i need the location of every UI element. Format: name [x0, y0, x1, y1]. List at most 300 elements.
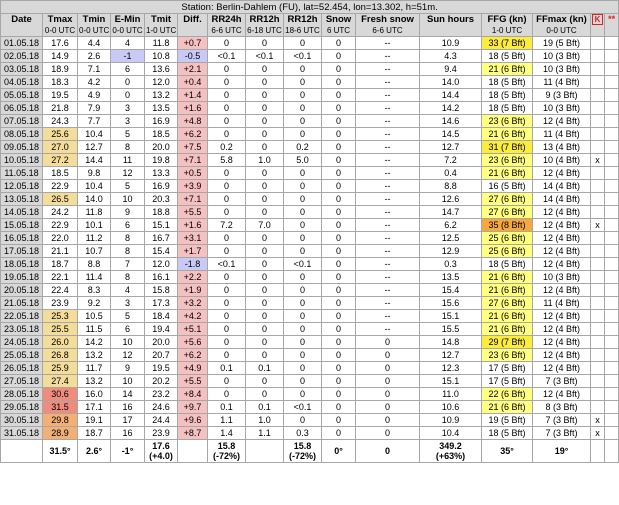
- cell-rr12day: 0: [246, 388, 284, 401]
- cell-tmin: 10.4: [78, 180, 111, 193]
- cell-tmax: 26.0: [43, 336, 78, 349]
- cell-tmit: 12.0: [145, 76, 178, 89]
- cell-date: 16.05.18: [1, 232, 43, 245]
- cell-tmax: 18.5: [43, 167, 78, 180]
- cell-emin: 8: [111, 245, 145, 258]
- cell-tmit: 12.0: [145, 258, 178, 271]
- cell-fresh-snow: --: [356, 141, 420, 154]
- cell-snow: 0: [322, 362, 356, 375]
- cell-snow: 0: [322, 414, 356, 427]
- cell-tmin: 4.2: [78, 76, 111, 89]
- cell-emin: 12: [111, 349, 145, 362]
- column-header: [78, 14, 111, 37]
- cell-date: 08.05.18: [1, 128, 43, 141]
- cell-rr12night: 0: [284, 245, 322, 258]
- cell-snow: 0: [322, 167, 356, 180]
- summary-rr12day: [246, 440, 284, 463]
- cell-fresh-snow: --: [356, 219, 420, 232]
- column-header: [208, 14, 246, 37]
- cell-emin: 5: [111, 180, 145, 193]
- cell-tmit: 20.3: [145, 193, 178, 206]
- cell-rr12night: 0: [284, 297, 322, 310]
- cell-sun-hours: 12.5: [420, 232, 482, 245]
- cell-ffmax: 12 (4 Bft): [533, 323, 591, 336]
- cell-tmax: 27.4: [43, 375, 78, 388]
- cell-tmin: 9.8: [78, 167, 111, 180]
- cell-sun-hours: 14.2: [420, 102, 482, 115]
- cell-date: 12.05.18: [1, 180, 43, 193]
- cell-fresh-snow: --: [356, 297, 420, 310]
- cell-ffmax: 12 (4 Bft): [533, 336, 591, 349]
- table-row: [1, 310, 619, 323]
- cell-flag2: [605, 50, 619, 63]
- cell-sun-hours: 15.1: [420, 310, 482, 323]
- cell-tmin: 7.1: [78, 63, 111, 76]
- cell-snow: 0: [322, 193, 356, 206]
- cell-ffmax: 10 (3 Bft): [533, 50, 591, 63]
- cell-sun-hours: 10.9: [420, 37, 482, 50]
- column-header: [43, 14, 78, 37]
- cell-flag2: [605, 336, 619, 349]
- cell-flag2: [605, 232, 619, 245]
- cell-ffmax: 12 (4 Bft): [533, 219, 591, 232]
- column-header-label: Tmax: [47, 14, 73, 25]
- cell-flag1: [591, 115, 605, 128]
- cell-tmit: 13.2: [145, 89, 178, 102]
- table-row: [1, 297, 619, 310]
- cell-tmit: 18.8: [145, 206, 178, 219]
- cell-sun-hours: 14.7: [420, 206, 482, 219]
- cell-flag2: [605, 180, 619, 193]
- cell-ffmax: 14 (4 Bft): [533, 180, 591, 193]
- cell-flag2: [605, 89, 619, 102]
- table-row: [1, 50, 619, 63]
- cell-rr12night: 0: [284, 89, 322, 102]
- cell-snow: 0: [322, 154, 356, 167]
- cell-snow: 0: [322, 115, 356, 128]
- cell-ffmax: 11 (4 Bft): [533, 76, 591, 89]
- column-header-sub: 1-0 UTC: [491, 26, 523, 35]
- cell-fresh-snow: --: [356, 232, 420, 245]
- cell-snow: 0: [322, 206, 356, 219]
- summary-tmin: 2.6°: [78, 440, 111, 463]
- cell-tmin: 8.3: [78, 284, 111, 297]
- summary-date: [1, 440, 43, 463]
- cell-rr12day: 0: [246, 284, 284, 297]
- cell-tmin: 10.4: [78, 128, 111, 141]
- cell-ffmax: 7 (3 Bft): [533, 375, 591, 388]
- cell-diff: +7.5: [178, 141, 208, 154]
- cell-diff: +7.1: [178, 193, 208, 206]
- summary-tmit: 17.6 (+4.0): [145, 440, 178, 463]
- column-header-sub: 0-0 UTC: [546, 26, 577, 35]
- cell-diff: +3.2: [178, 297, 208, 310]
- cell-flag1: [591, 388, 605, 401]
- cell-flag1: [591, 375, 605, 388]
- cell-rr24: 0: [208, 193, 246, 206]
- column-header-sub: 1-0 UTC: [146, 26, 177, 35]
- column-header: [322, 14, 356, 37]
- table-row: [1, 219, 619, 232]
- cell-rr12night: 0: [284, 375, 322, 388]
- cell-rr12day: 1.1: [246, 427, 284, 440]
- cell-tmit: 23.2: [145, 388, 178, 401]
- cell-tmax: 21.1: [43, 245, 78, 258]
- cell-tmit: 15.4: [145, 245, 178, 258]
- column-header-label: E-Min: [114, 14, 141, 25]
- cell-sun-hours: 14.8: [420, 336, 482, 349]
- table-row: [1, 63, 619, 76]
- cell-rr12night: 0: [284, 115, 322, 128]
- cell-ffg: 21 (6 Bft): [482, 167, 533, 180]
- summary-ffmax: 19°: [533, 440, 591, 463]
- cell-tmin: 8.8: [78, 258, 111, 271]
- cell-ffg: 33 (7 Bft): [482, 37, 533, 50]
- cell-snow: 0: [322, 401, 356, 414]
- cell-rr12night: 0: [284, 193, 322, 206]
- cell-rr24: 1.4: [208, 427, 246, 440]
- cell-rr12night: 0: [284, 323, 322, 336]
- cell-rr24: 0.1: [208, 362, 246, 375]
- cell-rr12night: 0: [284, 349, 322, 362]
- cell-rr12day: 0.1: [246, 362, 284, 375]
- table-row: [1, 258, 619, 271]
- cell-sun-hours: 4.3: [420, 50, 482, 63]
- cell-rr12night: 5.0: [284, 154, 322, 167]
- column-header-sub: 0-0 UTC: [44, 26, 76, 35]
- cell-fresh-snow: 0: [356, 388, 420, 401]
- column-header-label: Fresh snow: [361, 14, 414, 25]
- cell-ffg: 21 (6 Bft): [482, 271, 533, 284]
- cell-fresh-snow: --: [356, 167, 420, 180]
- cell-flag2: [605, 141, 619, 154]
- cell-flag2: [605, 375, 619, 388]
- table-row: [1, 375, 619, 388]
- cell-rr12day: 0: [246, 336, 284, 349]
- column-header-sub: 0-0 UTC: [79, 26, 110, 35]
- cell-emin: 9: [111, 206, 145, 219]
- cell-rr12night: 0: [284, 362, 322, 375]
- cell-rr24: 0.1: [208, 401, 246, 414]
- summary-diff: [178, 440, 208, 463]
- cell-tmax: 25.3: [43, 310, 78, 323]
- cell-emin: 16: [111, 401, 145, 414]
- cell-tmax: 30.6: [43, 388, 78, 401]
- cell-tmit: 24.6: [145, 401, 178, 414]
- cell-ffg: 18 (5 Bft): [482, 258, 533, 271]
- cell-date: 14.05.18: [1, 206, 43, 219]
- cell-sun-hours: 14.5: [420, 128, 482, 141]
- cell-rr24: 0: [208, 245, 246, 258]
- cell-sun-hours: 14.6: [420, 115, 482, 128]
- cell-flag2: [605, 310, 619, 323]
- cell-tmax: 28.9: [43, 427, 78, 440]
- cell-emin: 17: [111, 414, 145, 427]
- table-row: [1, 349, 619, 362]
- cell-emin: 12: [111, 167, 145, 180]
- cell-ffmax: 14 (4 Bft): [533, 193, 591, 206]
- cell-tmit: 20.0: [145, 336, 178, 349]
- cell-rr24: 0: [208, 89, 246, 102]
- cell-rr24: 0: [208, 76, 246, 89]
- cell-rr12day: 0: [246, 310, 284, 323]
- cell-date: 27.05.18: [1, 375, 43, 388]
- cell-diff: +4.2: [178, 310, 208, 323]
- cell-diff: +3.9: [178, 180, 208, 193]
- summary-rr12night: 15.8 (-72%): [284, 440, 322, 463]
- cell-snow: 0: [322, 63, 356, 76]
- cell-flag1: [591, 180, 605, 193]
- cell-ffg: 21 (6 Bft): [482, 128, 533, 141]
- cell-emin: 16: [111, 427, 145, 440]
- cell-snow: 0: [322, 50, 356, 63]
- table-row: [1, 193, 619, 206]
- cell-snow: 0: [322, 37, 356, 50]
- cell-emin: 3: [111, 297, 145, 310]
- cell-rr12night: <0.1: [284, 401, 322, 414]
- cell-rr24: 0: [208, 128, 246, 141]
- cell-flag1: [591, 37, 605, 50]
- cell-diff: +5.6: [178, 336, 208, 349]
- table-row: [1, 206, 619, 219]
- cell-rr12day: 7.0: [246, 219, 284, 232]
- cell-tmin: 13.2: [78, 349, 111, 362]
- cell-ffmax: 19 (5 Bft): [533, 37, 591, 50]
- cell-flag2: [605, 414, 619, 427]
- cell-tmax: 14.9: [43, 50, 78, 63]
- cell-rr12night: 0: [284, 414, 322, 427]
- column-header-label: RR24h: [211, 14, 242, 25]
- cell-rr12night: 0: [284, 284, 322, 297]
- cell-flag1: x: [591, 414, 605, 427]
- cell-emin: 10: [111, 375, 145, 388]
- cell-flag2: [605, 115, 619, 128]
- column-header-sub: 6-6 UTC: [372, 26, 403, 35]
- cell-flag1: [591, 401, 605, 414]
- cell-flag1: [591, 362, 605, 375]
- cell-tmax: 18.7: [43, 258, 78, 271]
- cell-tmax: 31.5: [43, 401, 78, 414]
- cell-ffg: 27 (6 Bft): [482, 297, 533, 310]
- cell-diff: +4.9: [178, 362, 208, 375]
- cell-flag1: [591, 297, 605, 310]
- cell-diff: +7.1: [178, 154, 208, 167]
- cell-emin: 6: [111, 323, 145, 336]
- cell-rr24: 0: [208, 167, 246, 180]
- cell-flag2: [605, 37, 619, 50]
- cell-emin: 3: [111, 102, 145, 115]
- column-header-label: Tmin: [82, 14, 106, 25]
- column-header: [1, 14, 43, 37]
- cell-ffmax: 10 (3 Bft): [533, 271, 591, 284]
- cell-sun-hours: 12.6: [420, 193, 482, 206]
- cell-rr12night: 0: [284, 180, 322, 193]
- cell-emin: 3: [111, 115, 145, 128]
- cell-ffg: 23 (6 Bft): [482, 154, 533, 167]
- cell-fresh-snow: --: [356, 180, 420, 193]
- cell-snow: 0: [322, 76, 356, 89]
- cell-ffg: 27 (6 Bft): [482, 193, 533, 206]
- cell-tmit: 15.8: [145, 284, 178, 297]
- cell-ffg: 35 (8 Bft): [482, 219, 533, 232]
- cell-tmin: 4.4: [78, 37, 111, 50]
- table-row: [1, 401, 619, 414]
- table-row: [1, 128, 619, 141]
- cell-rr12night: 0: [284, 63, 322, 76]
- cell-emin: 9: [111, 362, 145, 375]
- table-row: [1, 323, 619, 336]
- column-header-label: Snow: [325, 14, 352, 25]
- cell-tmin: 19.1: [78, 414, 111, 427]
- cell-flag2: [605, 193, 619, 206]
- cell-flag1: [591, 271, 605, 284]
- cell-rr12night: 0: [284, 310, 322, 323]
- cell-flag2: [605, 245, 619, 258]
- summary-rr24: 15.8 (-72%): [208, 440, 246, 463]
- cell-tmit: 20.0: [145, 141, 178, 154]
- star-icon: **: [608, 14, 616, 24]
- summary-emin: -1°: [111, 440, 145, 463]
- cell-diff: +4.8: [178, 115, 208, 128]
- cell-flag1: [591, 284, 605, 297]
- cell-rr12day: 0.1: [246, 401, 284, 414]
- table-row: [1, 388, 619, 401]
- table-row: [1, 37, 619, 50]
- cell-flag1: [591, 141, 605, 154]
- table-row: [1, 180, 619, 193]
- cell-fresh-snow: --: [356, 115, 420, 128]
- cell-date: 24.05.18: [1, 336, 43, 349]
- table-row: [1, 167, 619, 180]
- table-row: [1, 89, 619, 102]
- cell-ffg: 19 (5 Bft): [482, 414, 533, 427]
- cell-sun-hours: 12.9: [420, 245, 482, 258]
- cell-date: 05.05.18: [1, 89, 43, 102]
- cell-flag1: [591, 349, 605, 362]
- cell-rr12day: 0: [246, 102, 284, 115]
- cell-sun-hours: 10.9: [420, 414, 482, 427]
- cell-fresh-snow: --: [356, 206, 420, 219]
- cell-tmax: 25.9: [43, 362, 78, 375]
- cell-ffg: 21 (6 Bft): [482, 310, 533, 323]
- cell-rr12night: 0: [284, 37, 322, 50]
- cell-fresh-snow: --: [356, 284, 420, 297]
- cell-flag2: [605, 258, 619, 271]
- cell-ffg: 18 (5 Bft): [482, 102, 533, 115]
- cell-flag1: [591, 76, 605, 89]
- cell-flag1: [591, 258, 605, 271]
- cell-tmit: 23.9: [145, 427, 178, 440]
- cell-rr12night: 0: [284, 388, 322, 401]
- cell-date: 09.05.18: [1, 141, 43, 154]
- cell-rr24: <0.1: [208, 258, 246, 271]
- column-header: [533, 14, 591, 37]
- table-row: [1, 141, 619, 154]
- table-row: [1, 154, 619, 167]
- cell-diff: +2.1: [178, 63, 208, 76]
- cell-sun-hours: 14.0: [420, 76, 482, 89]
- cell-flag1: [591, 193, 605, 206]
- cell-ffg: 17 (5 Bft): [482, 375, 533, 388]
- cell-date: 22.05.18: [1, 310, 43, 323]
- cell-date: 31.05.18: [1, 427, 43, 440]
- cell-emin: 8: [111, 232, 145, 245]
- cell-sun-hours: 15.4: [420, 284, 482, 297]
- cell-sun-hours: 15.6: [420, 297, 482, 310]
- column-header-sub: 0-0 UTC: [112, 26, 143, 35]
- cell-rr24: 0: [208, 271, 246, 284]
- cell-ffmax: 12 (4 Bft): [533, 310, 591, 323]
- cell-ffmax: 12 (4 Bft): [533, 115, 591, 128]
- cell-ffmax: 12 (4 Bft): [533, 206, 591, 219]
- cell-flag1: [591, 245, 605, 258]
- cell-rr12day: 0: [246, 76, 284, 89]
- cell-flag1: [591, 323, 605, 336]
- cell-tmit: 18.4: [145, 310, 178, 323]
- cell-ffmax: 12 (4 Bft): [533, 388, 591, 401]
- cell-flag1: [591, 167, 605, 180]
- cell-ffg: 23 (6 Bft): [482, 115, 533, 128]
- cell-diff: +1.9: [178, 284, 208, 297]
- cell-ffmax: 12 (4 Bft): [533, 167, 591, 180]
- cell-rr12day: 0: [246, 206, 284, 219]
- cell-date: 29.05.18: [1, 401, 43, 414]
- column-header-label: RR12h: [249, 14, 280, 25]
- cell-diff: +6.2: [178, 349, 208, 362]
- cell-ffmax: 7 (3 Bft): [533, 427, 591, 440]
- summary-snow: 0°: [322, 440, 356, 463]
- cell-ffmax: 10 (3 Bft): [533, 63, 591, 76]
- column-header-label: RR12h: [287, 14, 318, 25]
- cell-date: 26.05.18: [1, 362, 43, 375]
- cell-ffg: 17 (5 Bft): [482, 362, 533, 375]
- cell-date: 01.05.18: [1, 37, 43, 50]
- cell-flag1: [591, 232, 605, 245]
- cell-ffmax: 10 (4 Bft): [533, 154, 591, 167]
- cell-rr12day: 0: [246, 271, 284, 284]
- cell-date: 30.05.18: [1, 414, 43, 427]
- cell-tmin: 10.1: [78, 219, 111, 232]
- cell-date: 10.05.18: [1, 154, 43, 167]
- cell-flag2: [605, 362, 619, 375]
- cell-tmit: 13.5: [145, 102, 178, 115]
- cell-tmin: 11.8: [78, 206, 111, 219]
- cell-tmax: 21.8: [43, 102, 78, 115]
- cell-tmit: 13.6: [145, 63, 178, 76]
- cell-rr12day: 0: [246, 258, 284, 271]
- cell-ffmax: 12 (4 Bft): [533, 284, 591, 297]
- cell-date: 07.05.18: [1, 115, 43, 128]
- cell-date: 02.05.18: [1, 50, 43, 63]
- cell-rr24: 0: [208, 232, 246, 245]
- cell-rr24: 0: [208, 310, 246, 323]
- cell-ffg: 18 (5 Bft): [482, 76, 533, 89]
- cell-diff: +3.1: [178, 232, 208, 245]
- cell-fresh-snow: 0: [356, 349, 420, 362]
- cell-date: 04.05.18: [1, 76, 43, 89]
- cell-rr12day: 0: [246, 323, 284, 336]
- cell-emin: 5: [111, 310, 145, 323]
- cell-flag2: [605, 167, 619, 180]
- cell-snow: 0: [322, 271, 356, 284]
- cell-tmin: 18.7: [78, 427, 111, 440]
- column-header: [178, 14, 208, 37]
- cell-tmax: 24.3: [43, 115, 78, 128]
- cell-flag2: [605, 128, 619, 141]
- cell-snow: 0: [322, 284, 356, 297]
- cell-diff: -1.8: [178, 258, 208, 271]
- column-header: [591, 14, 605, 37]
